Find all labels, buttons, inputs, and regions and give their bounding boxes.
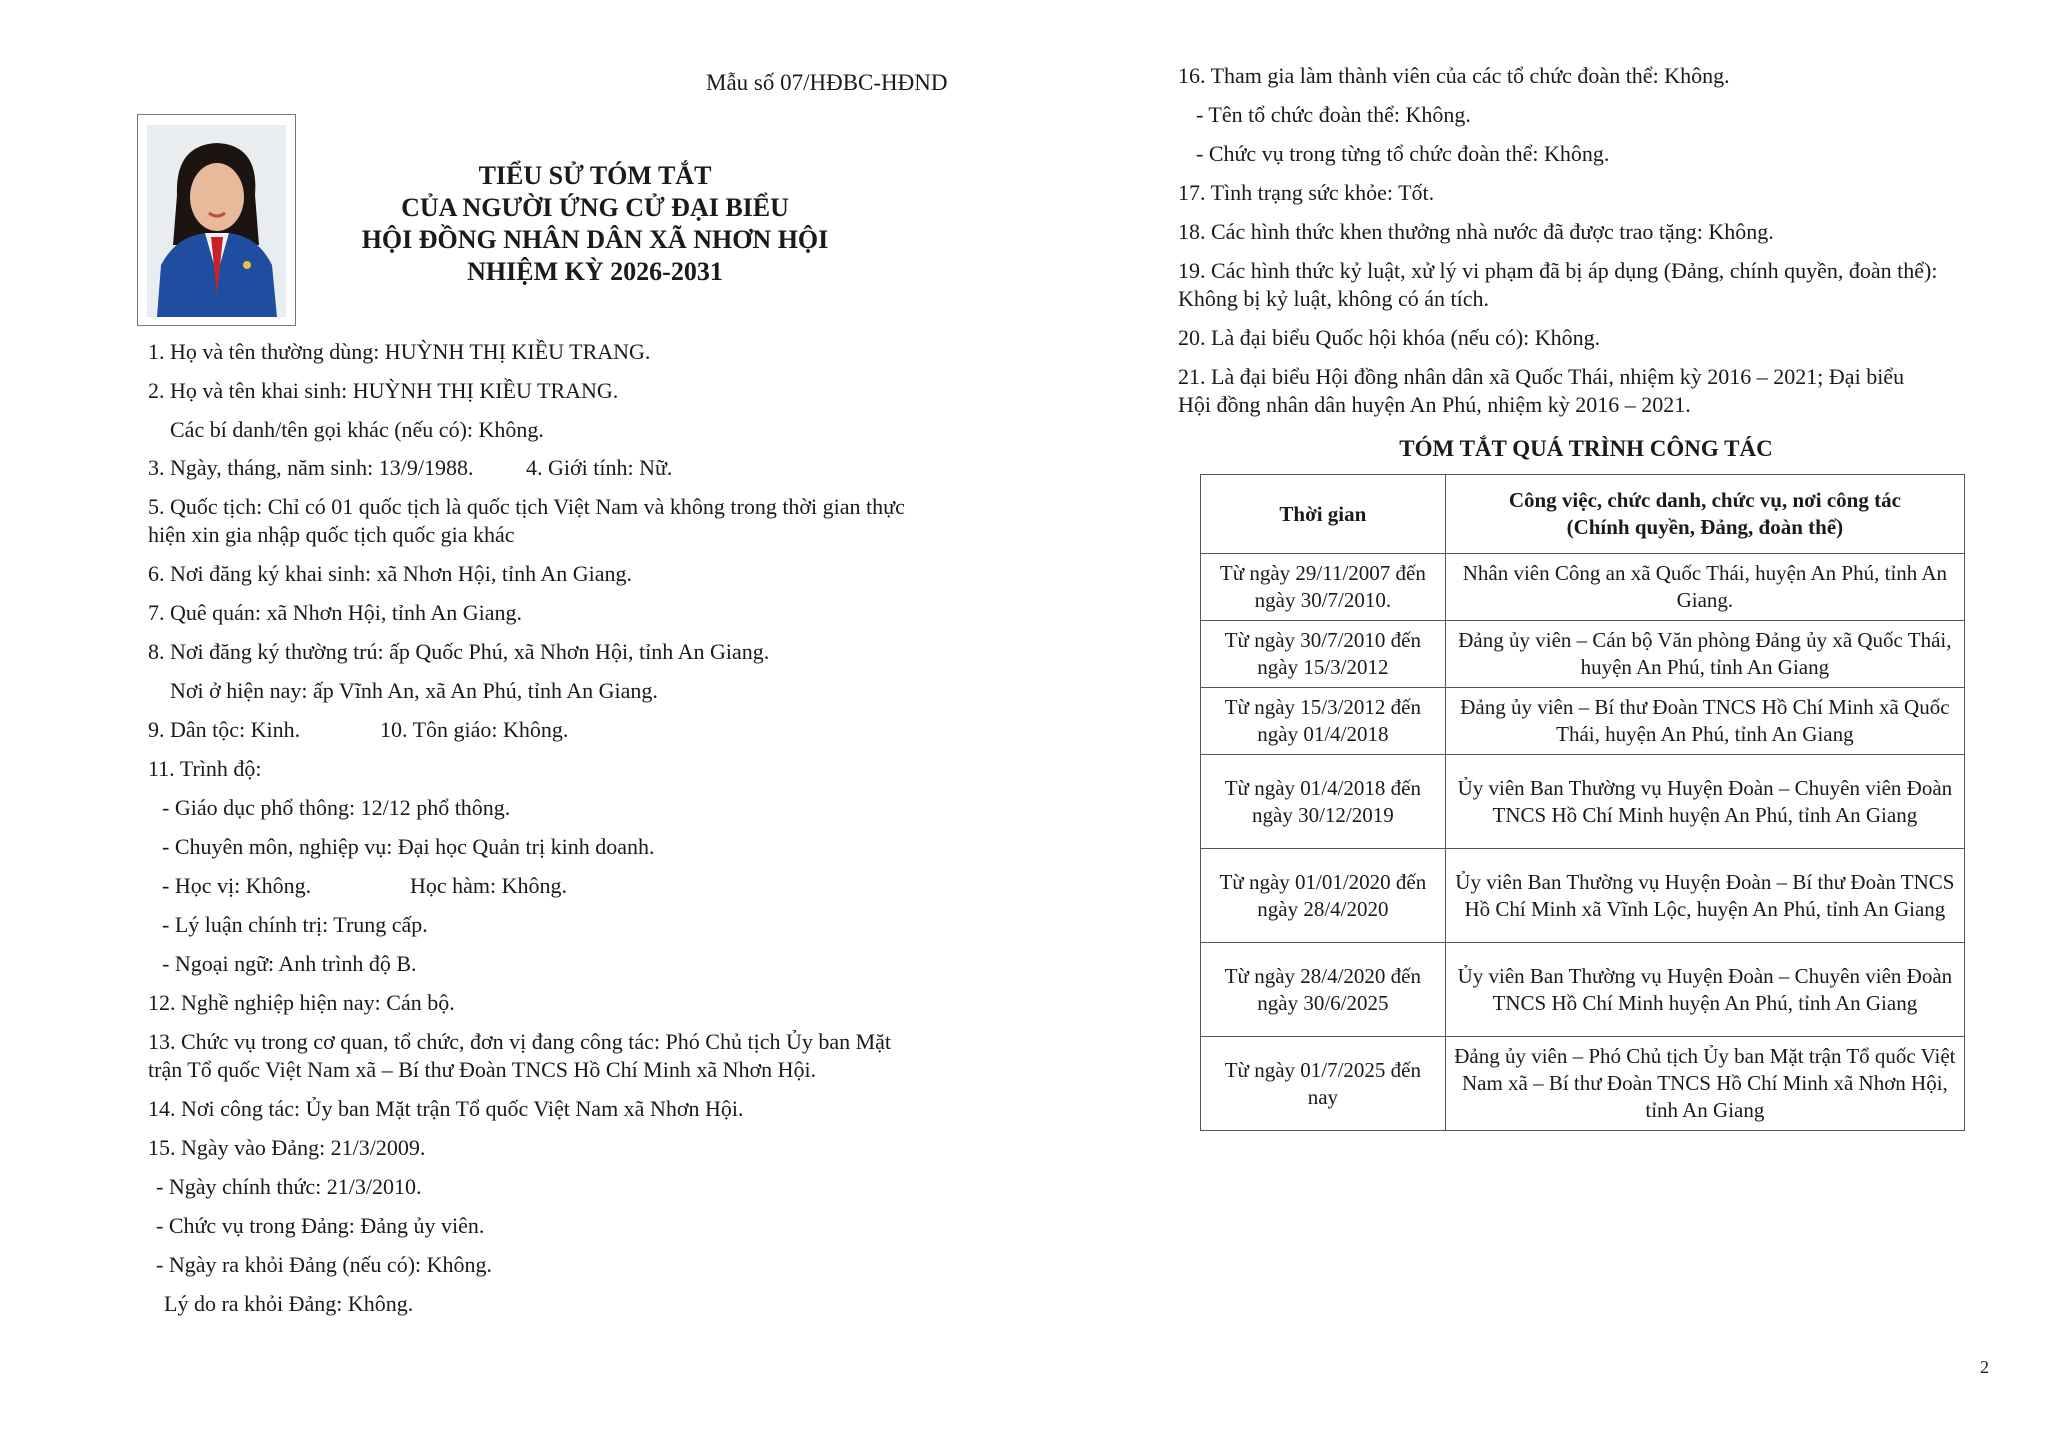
item-permanent-residence: 8. Nơi đăng ký thường trú: ấp Quốc Phú, xã Nhơn Hội, tỉnh An Giang. (148, 639, 770, 664)
item-ethnicity: 9. Dân tộc: Kinh. (148, 717, 301, 742)
cell-role: Đảng ủy viên – Bí thư Đoàn TNCS Hồ Chí Minh xã Quốc Thái, huyện An Phú, tỉnh An Giang (1445, 688, 1964, 755)
item-birth-date: 3. Ngày, tháng, năm sinh: 13/9/1988. (148, 455, 474, 480)
item-common-name: 1. Họ và tên thường dùng: HUỲNH THỊ KIỀU TRANG. (148, 339, 651, 364)
item-occupation: 12. Nghề nghiệp hiện nay: Cán bộ. (148, 990, 455, 1015)
title-line: NHIỆM KỲ 2026-2031 (467, 257, 723, 286)
career-table (1200, 474, 1965, 1131)
cell-role: Đảng ủy viên – Cán bộ Văn phòng Đảng ủy xã Quốc Thái, huyện An Phú, tỉnh An Giang (1445, 621, 1964, 688)
item-health: 17. Tình trạng sức khỏe: Tốt. (1178, 180, 1435, 205)
item-position-cont: trận Tổ quốc Việt Nam xã – Bí thư Đoàn TNCS Hồ Chí Minh xã Nhơn Hội. (148, 1057, 817, 1082)
item-council-delegate-cont: Hội đồng nhân dân huyện An Phú, nhiệm kỳ 2016 – 2021. (1178, 392, 1691, 417)
header-role-line: (Chính quyền, Đảng, đoàn thể) (1566, 515, 1844, 539)
item-discipline-cont: Không bị kỷ luật, không có án tích. (1178, 286, 1490, 311)
header-role (1445, 475, 1964, 554)
item-discipline: 19. Các hình thức kỷ luật, xử lý vi phạm đã bị áp dụng (Đảng, chính quyền, đoàn thể): (1178, 258, 1938, 283)
item-alias: Các bí danh/tên gọi khác (nếu có): Không. (170, 417, 544, 442)
cell-role: Ủy viên Ban Thường vụ Huyện Đoàn – Bí thư Đoàn TNCS Hồ Chí Minh xã Vĩnh Lộc, huyện An Phú, tỉnh An Giang (1445, 849, 1964, 943)
item-nationality-cont: hiện xin gia nhập quốc tịch quốc gia khác (148, 522, 515, 547)
item-council-delegate: 21. Là đại biểu Hội đồng nhân dân xã Quốc Thái, nhiệm kỳ 2016 – 2021; Đại biểu (1178, 364, 1905, 389)
item-academic-title: Học hàm: Không. (410, 873, 568, 898)
header-role-line: Công việc, chức danh, chức vụ, nơi công tác (1508, 488, 1901, 512)
item-party-leave-date: - Ngày ra khỏi Đảng (nếu có): Không. (156, 1252, 493, 1277)
item-awards: 18. Các hình thức khen thưởng nhà nước đã được trao tặng: Không. (1178, 219, 1774, 244)
cell-time: Từ ngày 29/11/2007 đến ngày 30/7/2010. (1201, 554, 1446, 621)
table-row (1201, 1037, 1965, 1131)
document-title (300, 160, 890, 288)
item-organization-role: - Chức vụ trong từng tổ chức đoàn thể: Không. (1196, 141, 1610, 166)
cell-time: Từ ngày 30/7/2010 đến ngày 15/3/2012 (1201, 621, 1446, 688)
cell-role: Nhân viên Công an xã Quốc Thái, huyện An Phú, tỉnh An Giang. (1445, 554, 1964, 621)
cell-role: Đảng ủy viên – Phó Chủ tịch Ủy ban Mặt trận Tổ quốc Việt Nam xã – Bí thư Đoàn TNCS Hồ Chí Minh xã Nhơn Hội, tỉnh An Giang (1445, 1037, 1964, 1131)
item-birth-name: 2. Họ và tên khai sinh: HUỲNH THỊ KIỀU TRANG. (148, 378, 619, 403)
form-code: Mẫu số 07/HĐBC-HĐND (706, 70, 948, 95)
item-education: 11. Trình độ: (148, 756, 262, 781)
table-row (1201, 688, 1965, 755)
item-nationality: 5. Quốc tịch: Chỉ có 01 quốc tịch là quốc tịch Việt Nam và không trong thời gian thực (148, 494, 905, 519)
cell-time: Từ ngày 01/01/2020 đến ngày 28/4/2020 (1201, 849, 1446, 943)
cell-time: Từ ngày 28/4/2020 đến ngày 30/6/2025 (1201, 943, 1446, 1037)
item-organization-name: - Tên tổ chức đoàn thể: Không. (1196, 102, 1471, 127)
item-party-position: - Chức vụ trong Đảng: Đảng ủy viên. (156, 1213, 485, 1238)
item-organizations: 16. Tham gia làm thành viên của các tổ chức đoàn thể: Không. (1178, 63, 1730, 88)
career-table-header (1201, 475, 1965, 554)
portrait-image (147, 125, 286, 317)
item-foreign-language: - Ngoại ngữ: Anh trình độ B. (162, 951, 417, 976)
table-row (1201, 755, 1965, 849)
item-religion: 10. Tôn giáo: Không. (380, 717, 569, 742)
title-line: TIỂU SỬ TÓM TẮT (478, 161, 712, 190)
table-row (1201, 849, 1965, 943)
item-birth-registration: 6. Nơi đăng ký khai sinh: xã Nhơn Hội, tỉnh An Giang. (148, 561, 633, 586)
cell-role: Ủy viên Ban Thường vụ Huyện Đoàn – Chuyên viên Đoàn TNCS Hồ Chí Minh huyện An Phú, tỉnh An Giang (1445, 943, 1964, 1037)
portrait-photo (137, 114, 296, 326)
item-party-leave-reason: Lý do ra khỏi Đảng: Không. (164, 1291, 414, 1316)
table-row (1201, 943, 1965, 1037)
cell-time: Từ ngày 15/3/2012 đến ngày 01/4/2018 (1201, 688, 1446, 755)
item-workplace: 14. Nơi công tác: Ủy ban Mặt trận Tổ quốc Việt Nam xã Nhơn Hội. (148, 1096, 744, 1121)
header-time: Thời gian (1201, 475, 1446, 554)
career-section-title: TÓM TẮT QUÁ TRÌNH CÔNG TÁC (1399, 436, 1773, 461)
item-party-official-date: - Ngày chính thức: 21/3/2010. (156, 1174, 422, 1199)
item-degree: - Học vị: Không. (162, 873, 312, 898)
item-hometown: 7. Quê quán: xã Nhơn Hội, tỉnh An Giang. (148, 600, 522, 625)
item-position: 13. Chức vụ trong cơ quan, tổ chức, đơn vị đang công tác: Phó Chủ tịch Ủy ban Mặt (148, 1029, 892, 1054)
cell-time: Từ ngày 01/4/2018 đến ngày 30/12/2019 (1201, 755, 1446, 849)
cell-time: Từ ngày 01/7/2025 đến nay (1201, 1037, 1446, 1131)
page-number: 2 (1980, 1357, 1989, 1377)
item-national-assembly: 20. Là đại biểu Quốc hội khóa (nếu có): Không. (1178, 325, 1601, 350)
title-line: CỦA NGƯỜI ỨNG CỬ ĐẠI BIỂU (401, 193, 789, 222)
title-line: HỘI ĐỒNG NHÂN DÂN XÃ NHƠN HỘI (361, 225, 829, 254)
cell-role: Ủy viên Ban Thường vụ Huyện Đoàn – Chuyên viên Đoàn TNCS Hồ Chí Minh huyện An Phú, tỉnh An Giang (1445, 755, 1964, 849)
item-general-education: - Giáo dục phổ thông: 12/12 phổ thông. (162, 795, 511, 820)
item-gender: 4. Giới tính: Nữ. (526, 455, 673, 480)
item-political-theory: - Lý luận chính trị: Trung cấp. (162, 912, 428, 937)
item-party-join-date: 15. Ngày vào Đảng: 21/3/2009. (148, 1135, 426, 1160)
table-row (1201, 621, 1965, 688)
table-row (1201, 554, 1965, 621)
item-current-residence: Nơi ở hiện nay: ấp Vĩnh An, xã An Phú, tỉnh An Giang. (170, 678, 658, 703)
item-specialty: - Chuyên môn, nghiệp vụ: Đại học Quản trị kinh doanh. (162, 834, 655, 859)
